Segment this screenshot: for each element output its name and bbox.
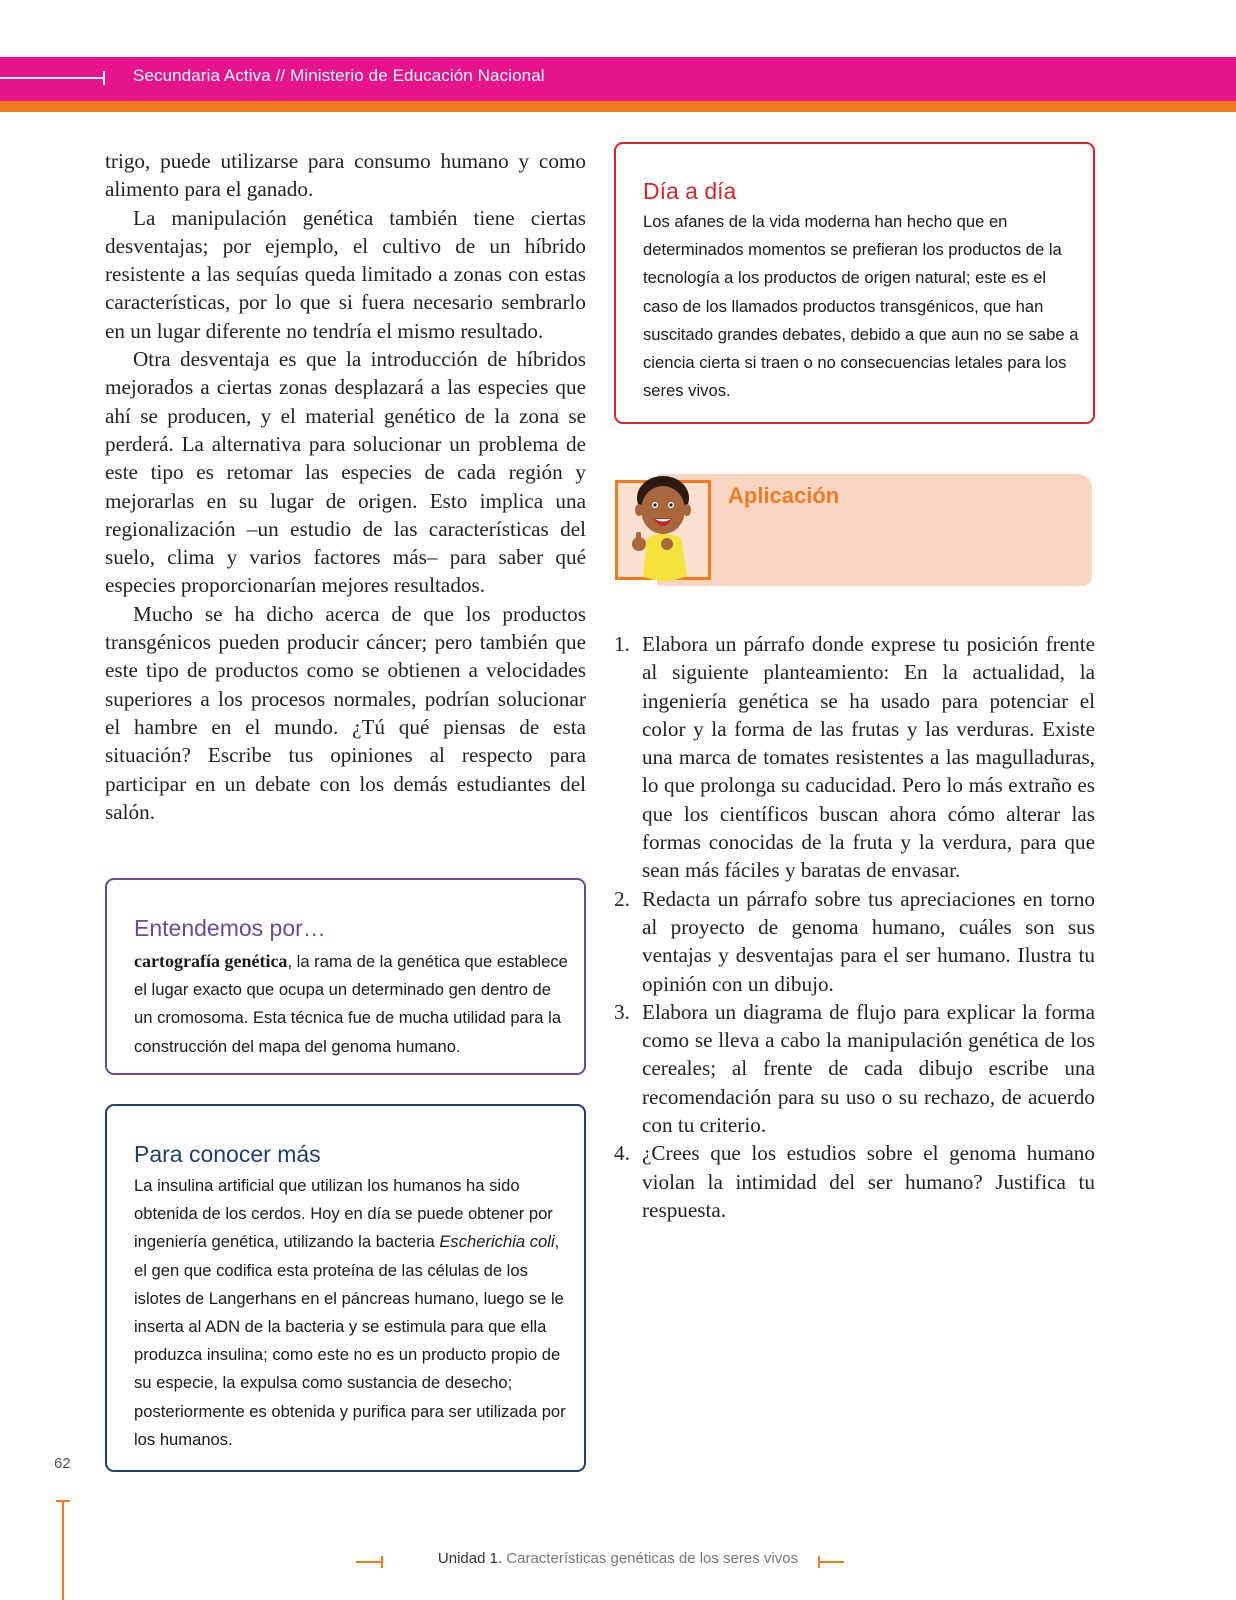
conocer-text <box>134 1172 574 1454</box>
paragraph: Mucho se ha dicho acerca de que los productos transgénicos pueden producir cáncer; pero también que este tipo de productos como se obtienen a velocidades superiores a los procesos normales, podrían solucionar el hambre en el mundo. ¿Tú qué piensas de esta situación? Escribe tus opiniones al respecto para participar en un debate con los demás estudiantes del salón. <box>105 601 586 824</box>
list-item-text: ¿Crees que los estudios sobre el genoma humano violan la intimidad del ser humano? Justifica tu respuesta. <box>642 1141 1095 1222</box>
conocer-text-part: La insulina artificial que utilizan los humanos ha sido obtenida de los cerdos. Hoy en día se puede obtener por ingeniería genética, utilizando la bacteria <box>134 1176 553 1252</box>
footer-unit: Unidad 1. <box>437 1550 503 1567</box>
header-accent-stripe <box>0 101 1236 112</box>
list-item <box>614 630 1095 885</box>
aplicacion-banner <box>657 474 1092 586</box>
header-rule <box>0 77 104 79</box>
dia-a-dia-title: Día a día <box>643 178 737 204</box>
dia-a-dia-box <box>614 142 1095 424</box>
aplicacion-title: Aplicación <box>728 483 840 508</box>
list-item-number: 3. <box>614 999 630 1024</box>
list-item-number: 4. <box>614 1141 630 1166</box>
footer-subtitle: Características genéticas de los seres vivos <box>506 1550 799 1567</box>
conocer-species-name: Escherichia coli <box>439 1232 555 1252</box>
paragraph: trigo, puede utilizarse para consumo humano y como alimento para el ganado. <box>105 149 586 202</box>
entendemos-title: Entendemos por… <box>134 915 326 941</box>
paragraph: La manipulación genética también tiene ciertas desventajas; por ejemplo, el cultivo de un híbrido resistente a las sequías queda limitado a zonas con estas características, por lo que si fuera necesario sembrarlo en un lugar diferente no tendría el mismo resultado. <box>105 205 586 343</box>
student-character-icon <box>625 470 705 590</box>
paragraph: Otra desventaja es que la introducción de híbridos mejorados a ciertas zonas desplazará a las especies que ahí se producen, y el material genético de la zona se perderá. La alternativa para solucionar un problema de este tipo es retomar las especies de cada región y mejorarlas en su lugar de origen. Esto implica una regionalización –un estudio de las características del suelo, clima y varios factores más– para saber qué especies proporcionarían mejores resultados. <box>105 347 586 598</box>
entendemos-term: cartografía genética <box>134 951 288 971</box>
left-column-text <box>105 147 586 826</box>
conocer-title: Para conocer más <box>134 1141 321 1167</box>
list-item-number: 2. <box>614 886 630 911</box>
list-item-text: Elabora un párrafo donde exprese tu posición frente al siguiente planteamiento: En la actualidad, la ingeniería genética se ha usado para potenciar el color y la forma de las frutas y las verduras. Existe una marca de tomates resistentes a las magulladuras, lo que prolonga su caducidad. Pero lo más extraño es que los científicos buscan ahora cómo alterar las formas conocidas de la fruta y la verdura, para que sean más fáciles y baratas de envasar. <box>642 632 1095 883</box>
entendemos-box <box>105 878 586 1075</box>
entendemos-text <box>134 947 574 1061</box>
list-item <box>614 885 1095 998</box>
entendemos-definition: , la rama de la genética que establece el lugar exacto que ocupa un determinado gen dentro de un cromosoma. Esta técnica fue de mucha utilidad para la construcción del mapa del genoma humano. <box>134 952 568 1056</box>
list-item-text: Redacta un párrafo sobre tus apreciaciones en torno al proyecto de genoma humano, cuáles son sus ventajas y desventajas para el ser humano. Ilustra tu opinión con un dibujo. <box>642 886 1095 996</box>
conocer-text-part: , el gen que codifica esta proteína de las células de los islotes de Langerhans en el páncreas humano, luego se le inserta al ADN de la bacteria y se estimula para que ella produzca insulina; como este no es un producto propio de su especie, la expulsa como sustancia de desecho; posteriormente es obtenida y purifica para ser utilizada por los humanos. <box>134 1232 566 1449</box>
footer <box>0 1550 1236 1567</box>
page-number: 62 <box>54 1455 71 1472</box>
list-item-text: Elabora un diagrama de flujo para explicar la forma como se lleva a cabo la manipulación genética de los cereales; al frente de cada dibujo escribe una recomendación para su uso o su rechazo, de acuerdo con tu criterio. <box>642 999 1095 1138</box>
list-item-number: 1. <box>614 632 630 656</box>
list-item <box>614 1139 1095 1224</box>
list-item <box>614 998 1095 1139</box>
header-title: Secundaria Activa // Ministerio de Educación Nacional <box>133 66 545 85</box>
conocer-box <box>105 1104 586 1472</box>
header-rule-tick <box>103 71 105 85</box>
dia-a-dia-text: Los afanes de la vida moderna han hecho que en determinados momentos se prefieran los productos de la tecnología a los productos de origen natural; este es el caso de los llamados productos transgénicos, que han suscitado grandes debates, debido a que aun no se sabe a ciencia cierta si traen o no consecuencias letales para los seres vivos. <box>643 212 1079 401</box>
aplicacion-list <box>614 630 1095 1224</box>
